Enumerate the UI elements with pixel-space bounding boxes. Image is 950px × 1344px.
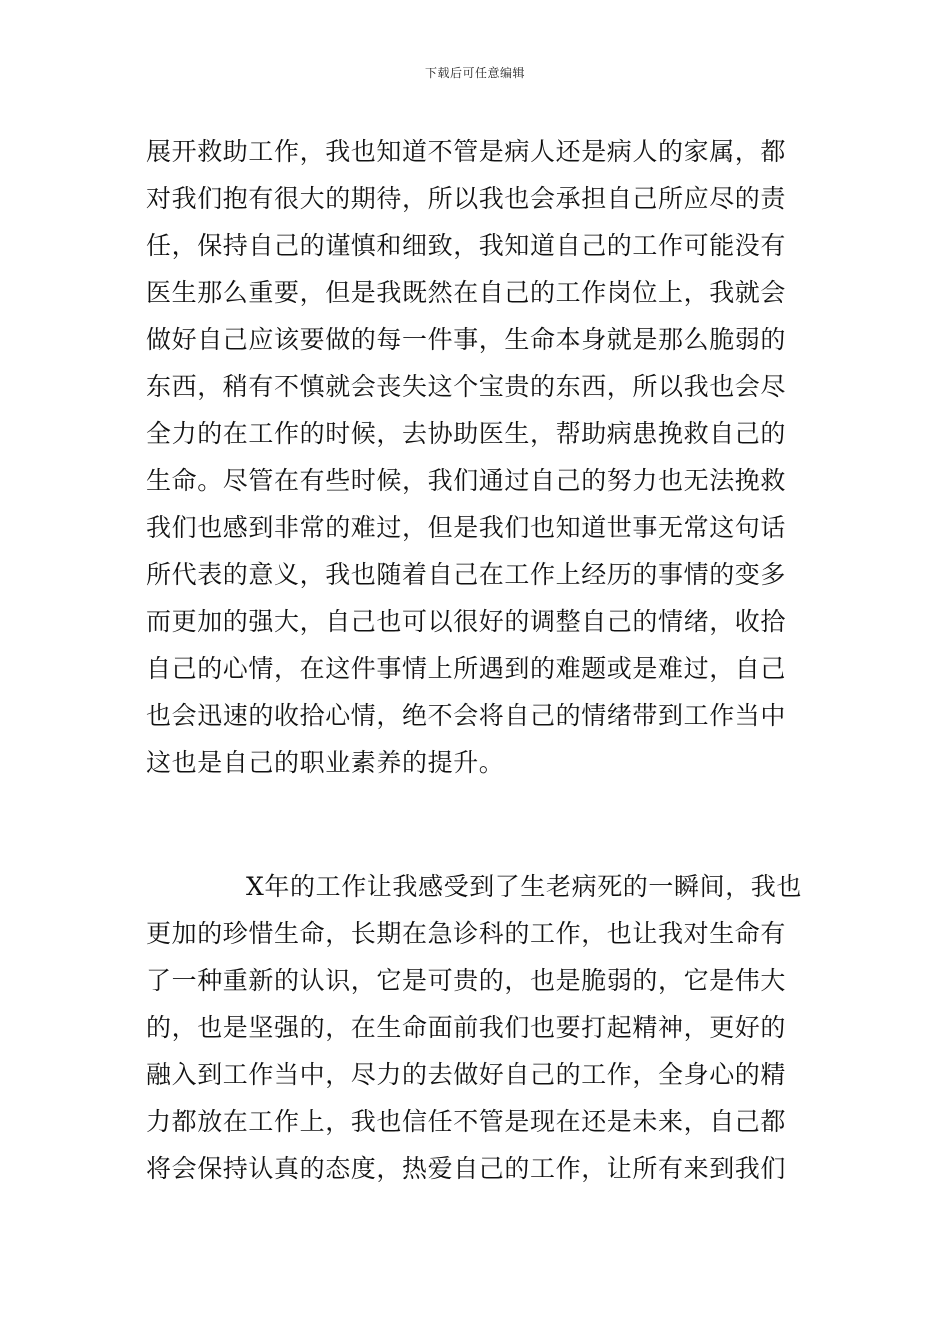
page-header: 下载后可任意编辑 (424, 66, 525, 80)
text-line: 也会迅速的收拾心情，绝不会将自己的情绪带到工作当中 (146, 701, 787, 730)
text-line: 东西，稍有不慎就会丧失这个宝贵的东西，所以我也会尽 (146, 372, 787, 401)
text-line: 更加的珍惜生命，长期在急诊科的工作，也让我对生命有 (146, 919, 787, 948)
text-line: 了一种重新的认识，它是可贵的，也是脆弱的，它是伟大 (146, 966, 787, 995)
text-line: 自己的心情，在这件事情上所遇到的难题或是难过，自己 (146, 654, 787, 683)
paragraph-1 (146, 128, 806, 786)
text-line: 做好自己应该要做的每一件事，生命本身就是那么脆弱的 (146, 325, 787, 354)
text-line: 将会保持认真的态度，热爱自己的工作，让所有来到我们 (146, 1154, 787, 1183)
text-line: X年的工作让我感受到了生老病死的一瞬间，我也 (246, 872, 802, 901)
text-line: 所代表的意义，我也随着自己在工作上经历的事情的变多 (146, 560, 787, 589)
text-line: 我们也感到非常的难过，但是我们也知道世事无常这句话 (146, 513, 787, 542)
text-line: 而更加的强大，自己也可以很好的调整自己的情绪，收拾 (146, 607, 787, 636)
document-body (146, 128, 806, 1192)
paragraph-spacer (146, 786, 806, 863)
paragraph-2 (146, 863, 806, 1192)
text-line: 任，保持自己的谨慎和细致，我知道自己的工作可能没有 (146, 231, 787, 260)
text-line: 展开救助工作，我也知道不管是病人还是病人的家属，都 (146, 137, 787, 166)
text-line: 的，也是坚强的，在生命面前我们也要打起精神，更好的 (146, 1013, 787, 1042)
text-line: 生命。尽管在有些时候，我们通过自己的努力也无法挽救 (146, 466, 787, 495)
text-line: 对我们抱有很大的期待，所以我也会承担自己所应尽的责 (146, 184, 787, 213)
text-line: 这也是自己的职业素养的提升。 (146, 748, 505, 777)
text-line: 融入到工作当中，尽力的去做好自己的工作，全身心的精 (146, 1060, 787, 1089)
text-line: 医生那么重要，但是我既然在自己的工作岗位上，我就会 (146, 278, 787, 307)
text-line: 力都放在工作上，我也信任不管是现在还是未来，自己都 (146, 1107, 787, 1136)
text-line: 全力的在工作的时候，去协助医生，帮助病患挽救自己的 (146, 419, 787, 448)
